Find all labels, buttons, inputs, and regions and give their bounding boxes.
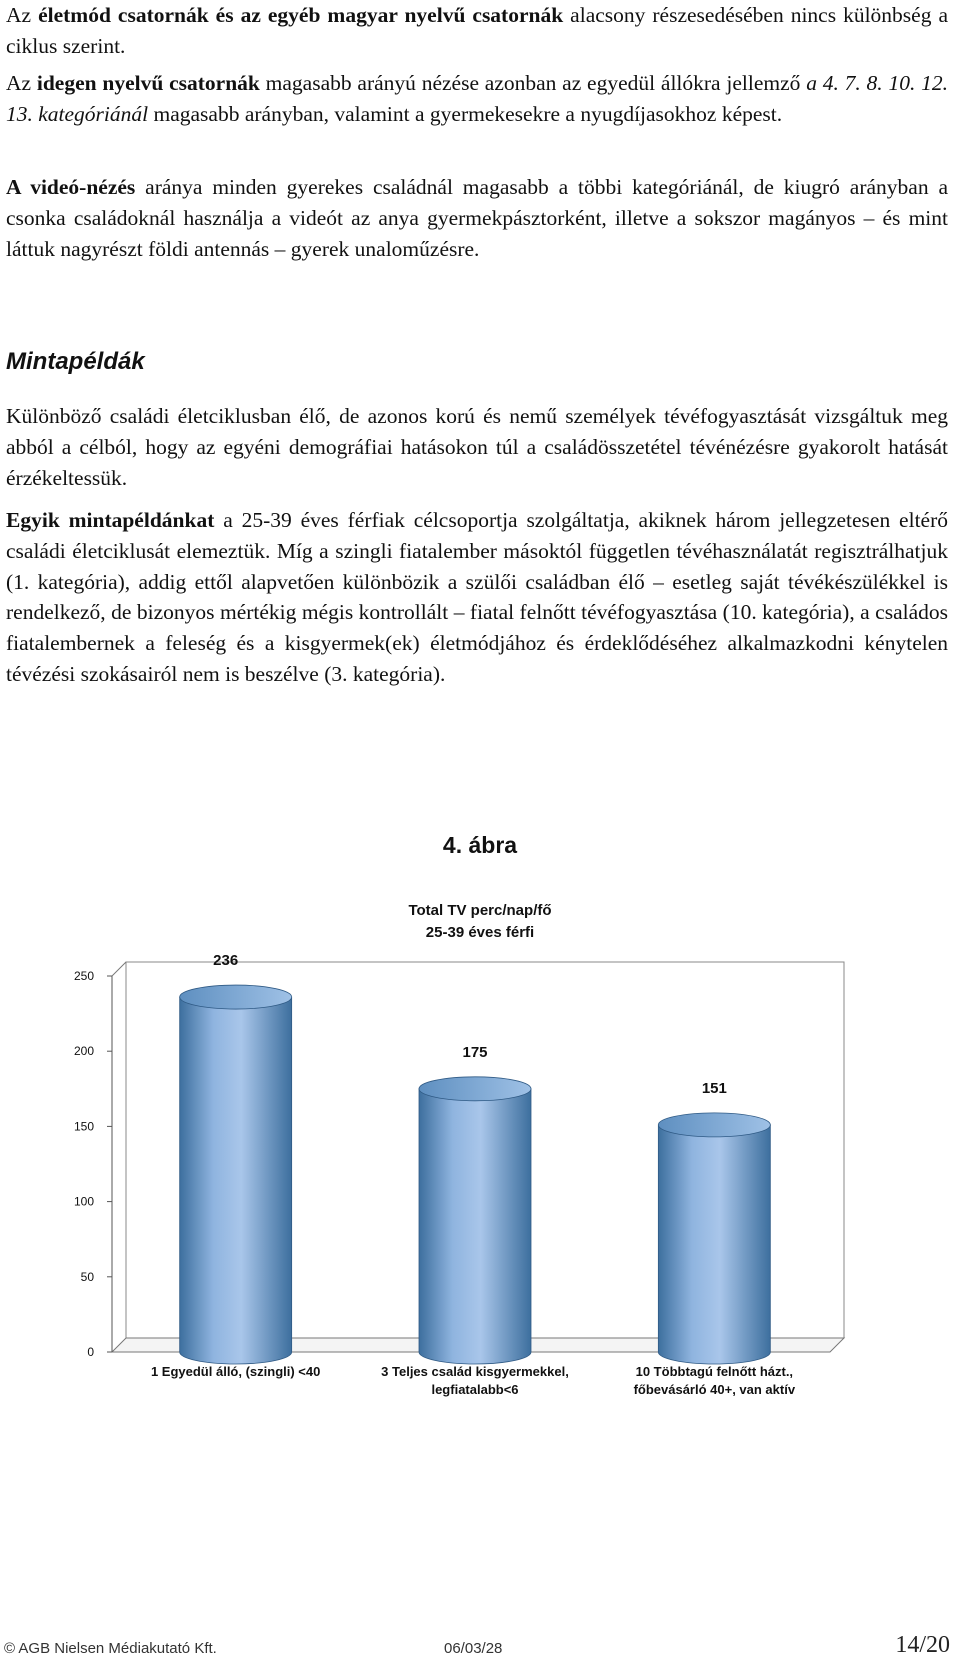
text-run: magasabb arányban, valamint a gyermekesekre a nyugdíjasokhoz képest. — [148, 101, 783, 126]
footer-page-number: 14/20 — [895, 1632, 950, 1658]
x-category-label: 3 Teljes család kisgyermekkel, — [381, 1364, 569, 1379]
x-category-label: 10 Többtagú felnőtt házt., — [635, 1364, 794, 1379]
paragraph-channels — [6, 0, 948, 62]
chart-title — [300, 900, 660, 944]
section-heading: Mintapéldák — [6, 348, 145, 375]
italic-run: a 4. 7. 8. 10. 12. 13. kategóriánál — [6, 71, 948, 126]
text-run: aránya minden gyerekes családnál magasabb a többi kategóriánál, de kiugró arányban a csonka családoknál használja a videót az anya gyermekpásztorként, illetve a sokszor magányos – és mint láttuk nagyrészt földi antennás – gyerek unaloműzésre. — [6, 175, 948, 261]
bar-data-label: 175 — [462, 1043, 488, 1061]
bar-2 — [419, 1077, 531, 1364]
bar-body — [180, 997, 292, 1364]
bar-top — [658, 1113, 770, 1137]
text-run: Különböző családi életciklusban élő, de azonos korú és nemű személyek tévéfogyasztását vizsgáltuk meg abból a célból, hogy az egyéni demográfiai hatásokon túl a családösszetétel tévénézésre gyakorolt hatását érzékeltessük. — [6, 404, 948, 490]
x-category-label: főbevásárló 40+, van aktív — [633, 1382, 796, 1397]
chart-title-line1: Total TV perc/nap/fő — [408, 902, 552, 919]
bar-body — [419, 1089, 531, 1364]
y-tick-label: 150 — [73, 1119, 94, 1134]
bold-run: idegen nyelvű csatornák — [36, 71, 260, 95]
page-footer — [4, 1632, 950, 1662]
paragraph-video — [6, 172, 948, 264]
x-category-label: legfiatalabb<6 — [431, 1382, 519, 1397]
paragraph-example — [6, 505, 948, 690]
bar-1 — [180, 985, 292, 1364]
x-category-label: 1 Egyedül álló, (szingli) <40 — [150, 1364, 321, 1379]
text-run: Az — [6, 71, 37, 95]
text-run: alacsony részesedésében nincs különbség a ciklus szerint. — [6, 3, 949, 58]
bold-run: életmód csatornák és az egyéb magyar nyelvű csatornák — [38, 3, 564, 27]
text-run: magasabb arányú nézése azonban az egyedül állókra jellemző — [259, 71, 807, 95]
y-tick-label: 200 — [73, 1044, 94, 1059]
bar-data-label: 151 — [701, 1079, 727, 1097]
paragraph-intro — [6, 401, 948, 493]
y-tick-label: 100 — [73, 1194, 94, 1209]
footer-company: © AGB Nielsen Médiakutató Kft. — [4, 1640, 217, 1657]
text-run: Az — [6, 3, 39, 27]
y-tick-label: 50 — [80, 1269, 94, 1284]
bar-top — [419, 1077, 531, 1101]
y-tick-label: 250 — [73, 969, 94, 983]
figure-label: 4. ábra — [442, 832, 518, 858]
y-tick-label: 0 — [87, 1345, 94, 1359]
bold-run: A videó-nézés — [6, 175, 136, 199]
text-run: a 25-39 éves férfiak célcsoportja szolgáltatja, akiknek három jellegzetesen eltérő családi életciklusát elemeztük. Míg a szingli fiatalember másoktól független tévéhasználatát regisztrálhatjuk (1. kategória), addig ettől alapvetően különbözik a szülői családban élő – esetleg saját tévékészülékkel is rendelkező, de bizonyos mértékig mégis kontrollált – fiatal felnőtt tévéfogyasztása (10. kategória), a családos fiatalembernek a feleség és a kisgyermek(ek) életmódjához és érdeklődéséhez alkalmazkodni kénytelen tévézési szokásairól nem is beszélve (3. kategória). — [6, 508, 948, 686]
bar-top — [180, 985, 292, 1009]
paragraph-foreign-channels — [6, 68, 948, 130]
bar-body — [658, 1125, 770, 1364]
chart-title-line2: 25-39 éves férfi — [425, 924, 535, 941]
bar-chart — [0, 950, 960, 1430]
y-axis-top-edge — [112, 962, 126, 976]
bar-3 — [658, 1113, 770, 1364]
bar-data-label: 236 — [213, 952, 239, 970]
bold-run: Egyik mintapéldánkat — [6, 508, 215, 532]
footer-date: 06/03/28 — [444, 1640, 503, 1657]
